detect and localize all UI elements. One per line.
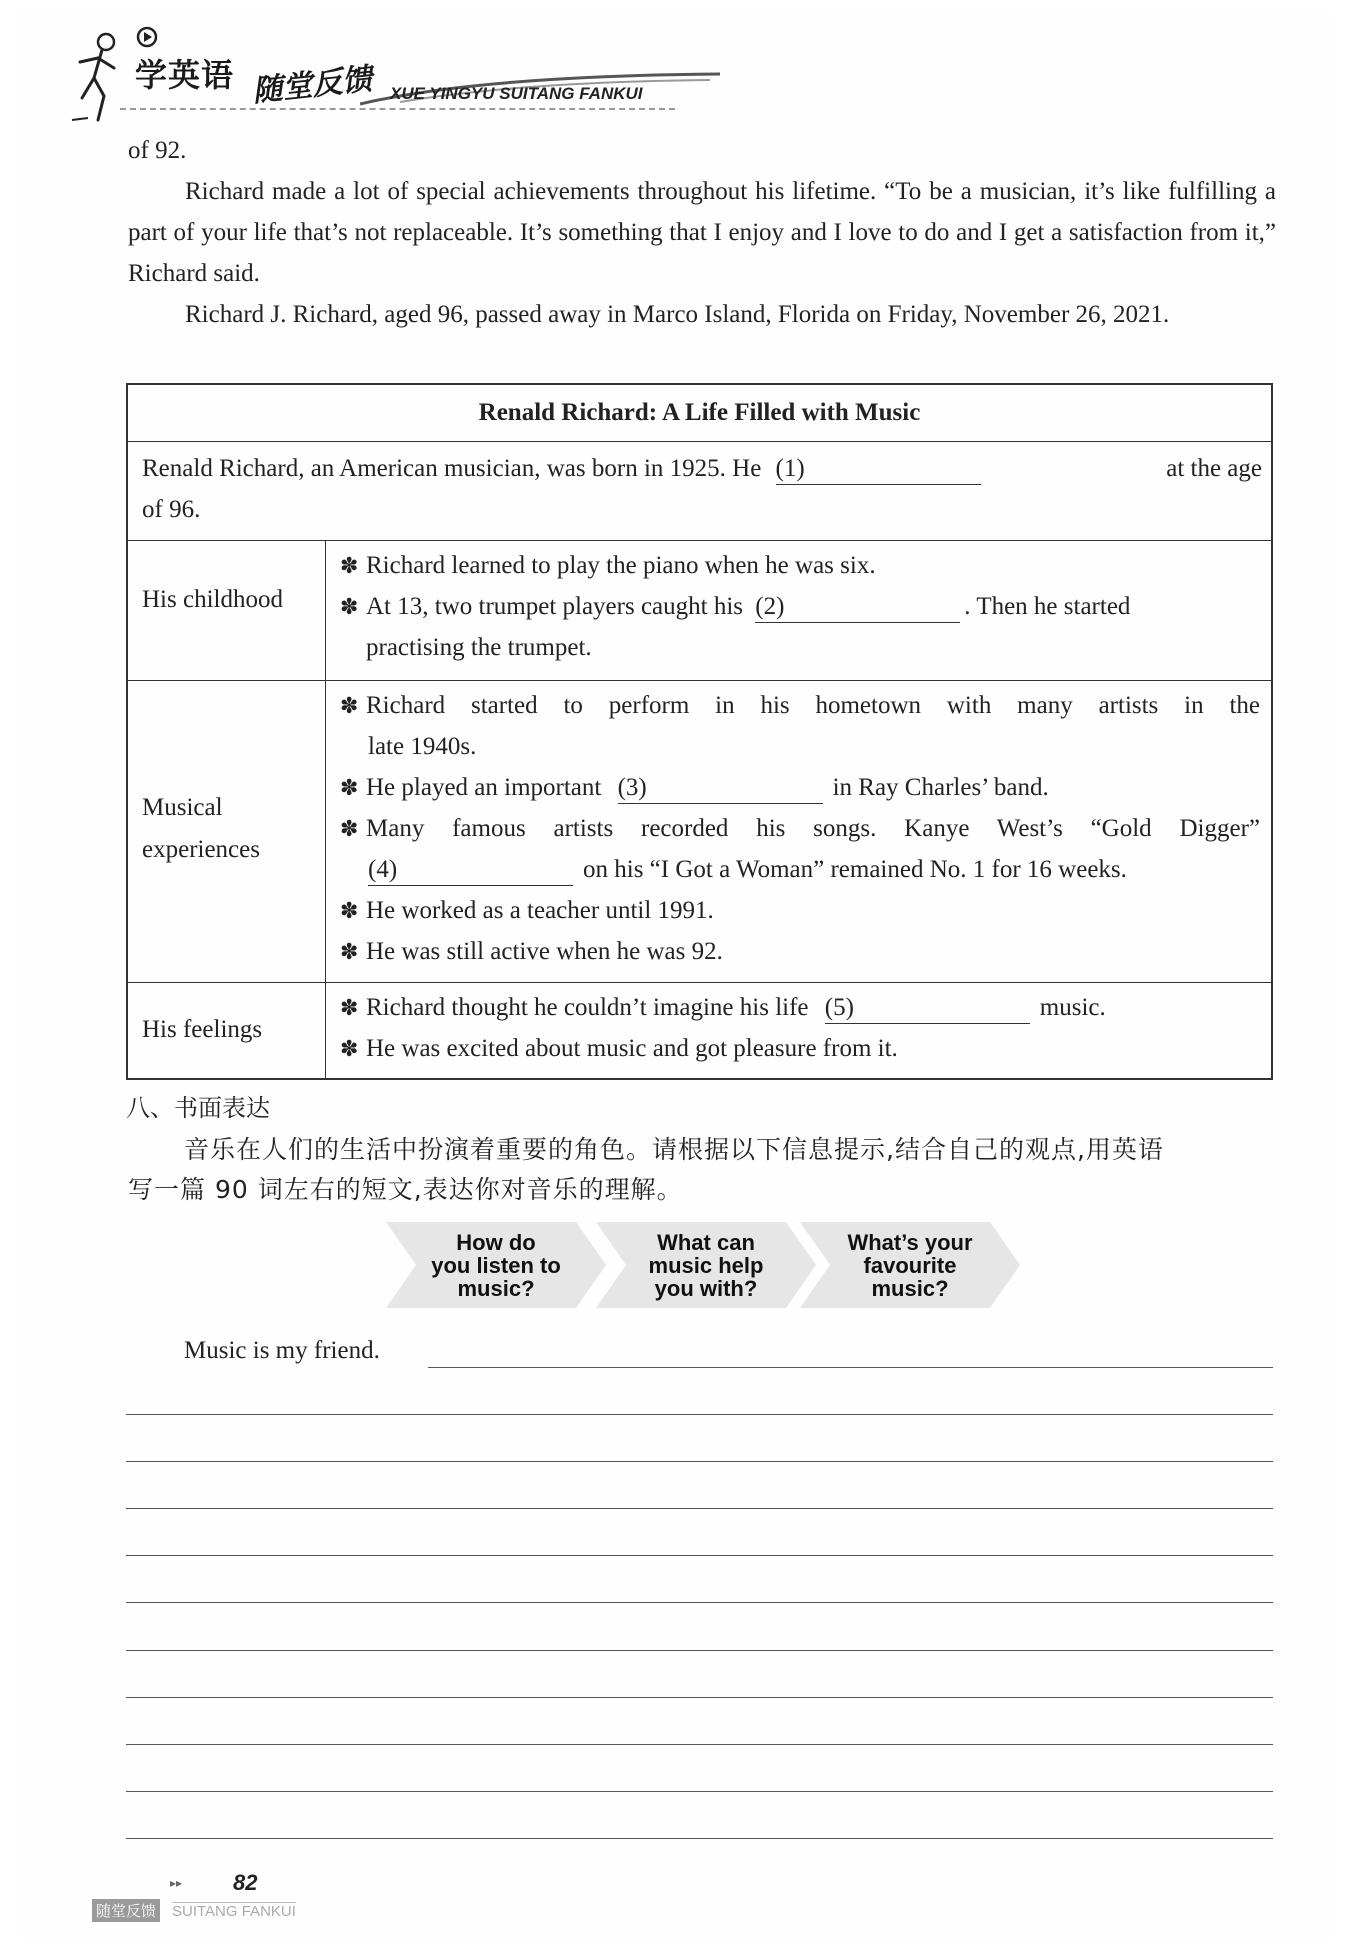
writing-instruction: 写一篇 90 词左右的短文,表达你对音乐的理解。 [128, 1175, 683, 1204]
prompt-text: What’s your favourite music? [847, 1229, 973, 1301]
writing-line[interactable] [126, 1414, 1273, 1415]
essay-starter: Music is my friend. [184, 1337, 380, 1364]
flower-bullet-icon: ✽ [340, 899, 359, 924]
flower-bullet-icon: ✽ [340, 817, 359, 842]
writing-line[interactable] [126, 1838, 1273, 1839]
row-label-experiences: experiences [142, 836, 260, 863]
row-label-musical: Musical [142, 794, 223, 821]
table-item: ✽ He played an important (3) in Ray Charles’ band. [340, 767, 1049, 809]
blank-5[interactable]: (5) [825, 993, 1030, 1024]
footer-tag-en: SUITANG FANKUI [172, 1903, 296, 1920]
writing-line[interactable] [126, 1461, 1273, 1462]
writing-line[interactable] [126, 1650, 1273, 1651]
blank-4[interactable]: (4) [368, 855, 573, 886]
writing-line[interactable] [126, 1508, 1273, 1509]
table-intro [142, 448, 1262, 489]
page-number: 82 [233, 1870, 258, 1895]
table-divider [128, 982, 1271, 983]
header-divider [120, 108, 675, 110]
play-icon [136, 26, 158, 48]
table-item-continued: practising the trumpet. [366, 634, 592, 661]
intro-text: Renald Richard, an American musician, was born in 1925. He [142, 455, 762, 482]
row-label-feelings: His feelings [142, 1016, 263, 1043]
table-divider [128, 441, 1271, 442]
section-title: 八、书面表达 [126, 1094, 270, 1122]
table-item: ✽ Richard thought he couldn’t imagine his life (5) music. [340, 987, 1106, 1029]
summary-table [126, 383, 1273, 1080]
footer-arrow-icon: ▸▸ [170, 1876, 183, 1890]
table-item: ✽ He worked as a teacher until 1991. [340, 890, 714, 932]
flower-bullet-icon: ✽ [340, 996, 359, 1021]
table-item-continued: (4) on his “I Got a Woman” remained No. 1 for 16 weeks. [368, 849, 1127, 890]
intro-text: of 96. [142, 496, 201, 523]
page-header [60, 20, 680, 120]
prompt-arrow [596, 1222, 816, 1308]
passage-paragraph: Richard J. Richard, aged 96, passed away in Marco Island, Florida on Friday, November 26, 2021. [185, 301, 1170, 328]
flower-bullet-icon: ✽ [340, 694, 359, 719]
table-column-divider [325, 540, 326, 1078]
table-item: ✽ Richard started to perform in his hometown with many artists in the [340, 685, 1260, 727]
flower-bullet-icon: ✽ [340, 940, 359, 965]
brand-subtitle: 随堂反馈 [250, 61, 374, 110]
brand-title: 学英语 [135, 56, 235, 94]
table-item: ✽ Richard learned to play the piano when he was six. [340, 545, 876, 587]
flower-bullet-icon: ✽ [340, 776, 359, 801]
flower-bullet-icon: ✽ [340, 554, 359, 579]
writing-line[interactable] [126, 1744, 1273, 1745]
passage-paragraph: Richard made a lot of special achievements throughout his lifetime. “To be a musician, it’s like fulfilling a part of your life that’s not replaceable. It’s something that I enjoy and I love to do and I get a satisfaction from it,” Richard said. [128, 178, 1276, 287]
header-pinyin: XUE YINGYU SUITANG FANKUI [390, 84, 643, 103]
blank-2[interactable]: (2) [755, 592, 960, 623]
blank-3[interactable]: (3) [618, 773, 823, 804]
writing-instruction: 音乐在人们的生活中扮演着重要的角色。请根据以下信息提示,结合自己的观点,用英语 [184, 1135, 1164, 1164]
passage-line: of 92. [128, 137, 187, 164]
intro-text: at the age [1166, 455, 1262, 482]
table-item: ✽ He was still active when he was 92. [340, 931, 723, 973]
writing-line[interactable] [126, 1555, 1273, 1556]
prompt-arrow [386, 1222, 606, 1308]
blank-1[interactable]: (1) [776, 454, 981, 485]
table-item: ✽ At 13, two trumpet players caught his (2) . Then he started [340, 586, 1260, 628]
table-item-continued: late 1940s. [368, 733, 477, 760]
writing-line[interactable] [126, 1602, 1273, 1603]
prompt-text: What can music help you with? [648, 1229, 764, 1301]
table-item: ✽ He was excited about music and got pleasure from it. [340, 1028, 898, 1070]
writing-line[interactable] [126, 1791, 1273, 1792]
table-item: ✽ Many famous artists recorded his songs. Kanye West’s “Gold Digger” [340, 808, 1260, 850]
table-title: Renald Richard: A Life Filled with Music [478, 399, 921, 426]
row-label-childhood: His childhood [142, 586, 283, 613]
writing-line[interactable] [428, 1367, 1273, 1368]
footer-tag: 随堂反馈 [92, 1899, 160, 1922]
writing-line[interactable] [126, 1697, 1273, 1698]
flower-bullet-icon: ✽ [340, 595, 359, 620]
prompt-arrow [800, 1222, 1020, 1308]
table-divider [128, 680, 1271, 681]
table-divider [128, 540, 1271, 541]
flower-bullet-icon: ✽ [340, 1037, 359, 1062]
prompt-text: How do you listen to music? [431, 1229, 561, 1301]
